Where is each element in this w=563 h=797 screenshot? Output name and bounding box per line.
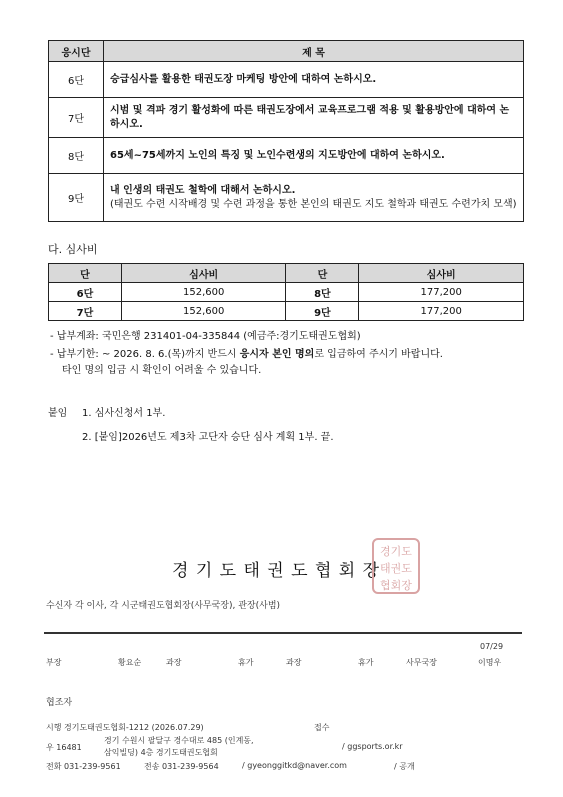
attachment-item: 2. [붙임]2026년도 제3차 고단자 승단 심사 계획 1부. 끝.: [82, 432, 334, 443]
public-status: / 공개: [394, 762, 415, 771]
doc-number: 시행 경기도태권도협회-1212 (2026.07.29): [46, 723, 204, 732]
level-cell: 8단: [49, 138, 104, 174]
divider: [44, 632, 522, 634]
title-cell: 65세~75세까지 노인의 특징 및 노인수련생의 지도방안에 대하여 논하시오.: [104, 138, 524, 174]
title-main: 내 인생의 태권도 철학에 대해서 논하시오.: [110, 184, 296, 196]
header-fee: 심사비: [121, 264, 286, 283]
receive-label: 접수: [314, 723, 330, 732]
table-header-row: [49, 41, 524, 62]
level-cell: 6단: [49, 62, 104, 98]
level-cell: 7단: [49, 302, 122, 321]
seal-line: 협회장: [380, 579, 412, 592]
level-cell: 8단: [286, 283, 359, 302]
level-cell: 6단: [49, 283, 122, 302]
fee-cell: 177,200: [359, 283, 524, 302]
title-cell: 시범 및 격파 경기 활성화에 따른 태권도장에서 교육프로그램 적용 및 활용방안에 대하여 논하시오.: [104, 98, 524, 138]
zip-code: 우 16481: [46, 743, 82, 752]
level-cell: 7단: [49, 98, 104, 138]
approval-role: 사무국장: [406, 658, 437, 667]
header-level: 단: [286, 264, 359, 283]
table-row: [49, 174, 524, 222]
header-title: 제 목: [104, 41, 524, 62]
fee-table: [48, 263, 524, 321]
fee-cell: 177,200: [359, 302, 524, 321]
approval-name: 이명우: [478, 658, 502, 667]
approval-role: 부장: [46, 658, 62, 667]
title-sub: (태권도 수련 시작배경 및 수련 과정을 통한 본인의 태권도 지도 철학과 태권도 수련가치 모색): [110, 198, 517, 210]
seal-line: 경기도: [380, 545, 412, 558]
level-cell: 9단: [49, 174, 104, 222]
address-line: 삼익빌딩) 4층 경기도태권도협회: [104, 748, 218, 757]
seal-line: 태권도: [380, 562, 412, 575]
website-link[interactable]: / ggsports.or.kr: [342, 742, 403, 751]
approval-name: 황요순: [118, 658, 142, 667]
exam-topics-table: [48, 40, 524, 222]
approval-role: 과장: [166, 658, 182, 667]
table-row: [49, 138, 524, 174]
header-level: 응시단: [49, 41, 104, 62]
payment-account: - 납부계좌: 국민은행 231401-04-335844 (예금주:경기도태권도협회): [50, 331, 361, 342]
approval-status: 휴가: [238, 658, 254, 667]
fee-cell: 152,600: [121, 302, 286, 321]
payment-deadline: [50, 345, 443, 360]
attachment-label: 붙임: [48, 408, 68, 419]
address-line: 경기 수원시 팔달구 경수대로 485 (인계동,: [104, 736, 254, 745]
phone: 전화 031-239-9561: [46, 762, 121, 771]
email-link[interactable]: / gyeonggitkd@naver.com: [242, 761, 347, 770]
header-fee: 심사비: [359, 264, 524, 283]
deadline-text-end: 로 입금하여 주시기 바랍니다.: [314, 349, 443, 360]
fee-section-title: 다. 심사비: [48, 243, 98, 256]
official-seal: [372, 538, 420, 594]
table-row: [49, 283, 524, 302]
deadline-emphasis: 응시자 본인 명의: [239, 349, 315, 360]
date-small: 07/29: [480, 642, 504, 651]
cooperation-label: 협조자: [46, 698, 73, 708]
level-cell: 9단: [286, 302, 359, 321]
deadline-text: - 납부기한: ~ 2026. 8. 6.(목)까지 반드시: [50, 349, 240, 360]
attachment-item: 1. 심사신청서 1부.: [82, 408, 166, 419]
sender-title: 경 기 도 태 권 도 협 회 장: [172, 561, 381, 581]
title-cell: [104, 174, 524, 222]
approval-status: 휴가: [358, 658, 374, 667]
title-cell: 승급심사를 활용한 태권도장 마케팅 방안에 대하여 논하시오.: [104, 62, 524, 98]
table-row: [49, 302, 524, 321]
table-header-row: [49, 264, 524, 283]
recipients: 수신자 각 이사, 각 시군태권도협회장(사무국장), 관장(사범): [46, 601, 281, 611]
table-row: [49, 98, 524, 138]
header-level: 단: [49, 264, 122, 283]
approval-role: 과장: [286, 658, 302, 667]
fee-cell: 152,600: [121, 283, 286, 302]
fax: 전송 031-239-9564: [144, 762, 219, 771]
table-row: [49, 62, 524, 98]
payment-note: 타인 명의 입금 시 확인이 어려울 수 있습니다.: [62, 365, 262, 376]
